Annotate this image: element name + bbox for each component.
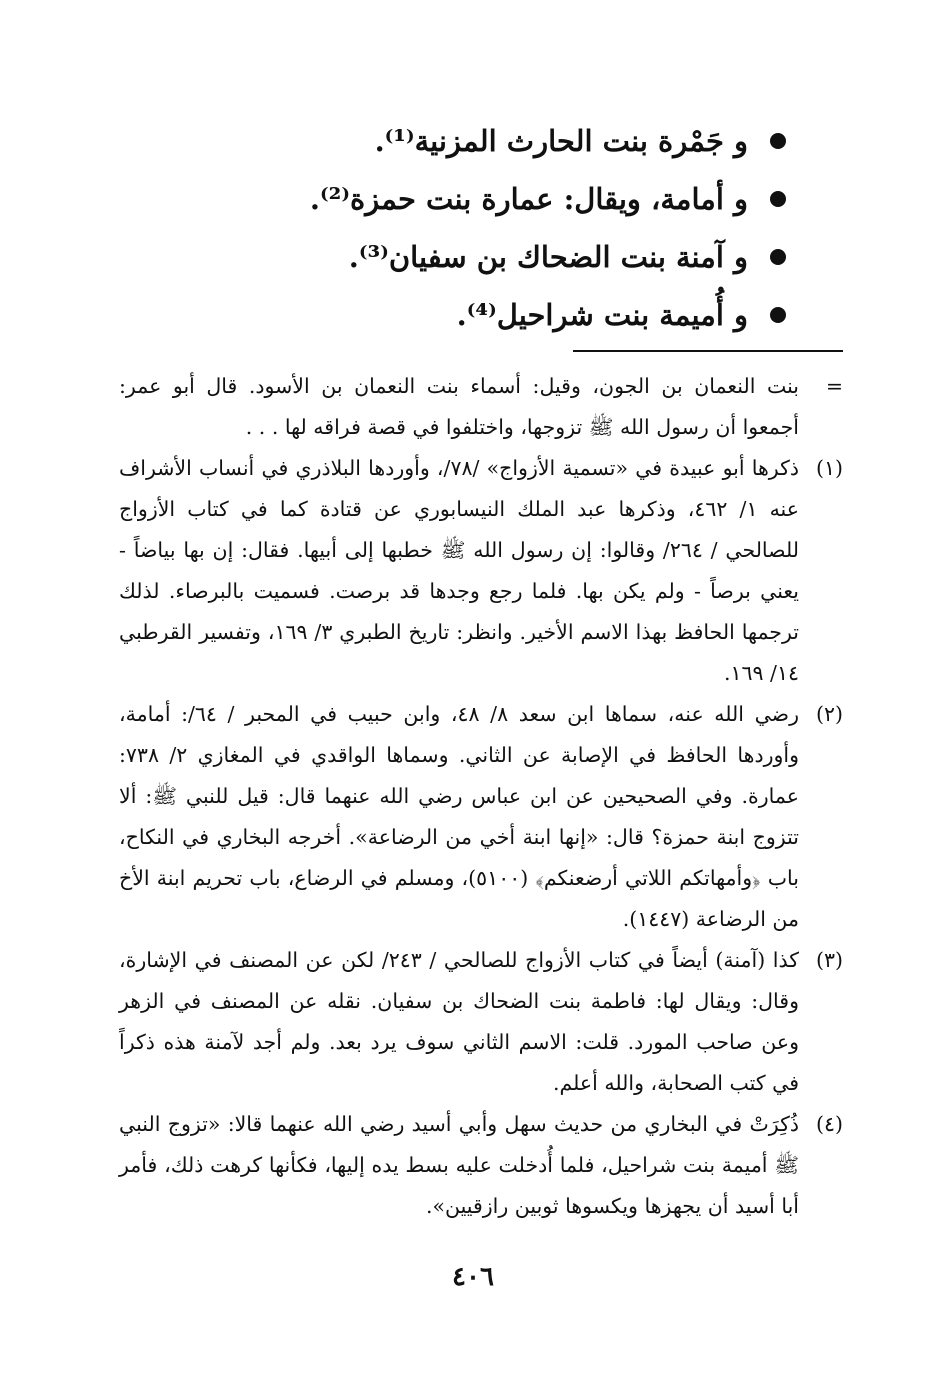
bullet-text: و آمنة بنت الضحاك بن سفيان⁽³⁾. — [348, 240, 748, 274]
bullet-dot-icon — [770, 249, 786, 265]
bullet-text: و جَمْرة بنت الحارث المزنية⁽¹⁾. — [374, 124, 748, 158]
bullet-item — [146, 170, 786, 228]
page-number: ٤٠٦ — [452, 1262, 494, 1292]
footnote-4 — [119, 1104, 843, 1227]
bullet-item — [146, 228, 786, 286]
footnote-text: رضي الله عنه، سماها ابن سعد ٨/ ٤٨، وابن حبيب في المحبر / ٦٤/: أمامة، وأوردها الحافظ في الإصابة عن الثاني. وسماها الواقدي في المغازي ٢/ ٧٣٨: عمارة. وفي الصحيحين عن ابن عباس رضي الله عنهما قال: قيل للنبي ﷺ: ألا تتزوج ابنة حمزة؟ قال: «إنها ابنة أخي من الرضاعة». أخرجه البخاري في النكاح، باب ﴿وأمهاتكم اللاتي أرضعنكم﴾ (٥١٠٠)، ومسلم في الرضاع، باب تحريم ابنة الأخ من الرضاعة (١٤٤٧). — [119, 702, 799, 931]
footnote-marker: (١) — [815, 456, 843, 480]
footnote-3 — [119, 940, 843, 1104]
footnotes-section — [119, 366, 843, 1227]
bullet-text: و أُميمة بنت شراحيل⁽⁴⁾. — [456, 298, 748, 332]
footnote-marker: (٢) — [815, 702, 843, 726]
footnote-continuation — [119, 366, 843, 448]
footnote-text: ذُكِرَتْ في البخاري من حديث سهل وأبي أسيد رضي الله عنهما قالا: «تزوج النبي ﷺ أميمة بنت شراحيل، فلما أُدخلت عليه بسط يده إليها، فكأنها كرهت ذلك، فأمر أبا أسيد أن يجهزها ويكسوها ثوبين رازقيين». — [119, 1112, 799, 1218]
footnote-1 — [119, 448, 843, 694]
footnote-2 — [119, 694, 843, 940]
footnote-marker: = — [825, 374, 843, 398]
bullet-item — [146, 286, 786, 344]
wives-bullet-list — [146, 112, 786, 344]
bullet-item — [146, 112, 786, 170]
bullet-text: و أمامة، ويقال: عمارة بنت حمزة⁽²⁾. — [309, 182, 748, 216]
footnote-divider — [573, 350, 843, 352]
footnote-marker: (٣) — [815, 948, 843, 972]
footnote-text: ذكرها أبو عبيدة في «تسمية الأزواج» /٧٨/، وأوردها البلاذري في أنساب الأشراف عنه ١/ ٤٦٢، وذكرها عبد الملك النيسابوري عن قتادة كما في كتاب الأزواج للصالحي / ٢٦٤/ وقالوا: إن رسول الله ﷺ خطبها إلى أبيها. فقال: إن بها بياضاً - يعني برصاً - ولم يكن بها. فلما رجع وجدها قد برصت. فسميت بالبرصاء. لذلك ترجمها الحافظ بهذا الاسم الأخير. وانظر: تاريخ الطبري ٣/ ١٦٩، وتفسير القرطبي ١٤/ ١٦٩. — [119, 456, 800, 685]
footnote-marker: (٤) — [815, 1112, 843, 1136]
bullet-dot-icon — [770, 191, 786, 207]
footnote-text: بنت النعمان بن الجون، وقيل: أسماء بنت النعمان بن الأسود. قال أبو عمر: أجمعوا أن رسول الله ﷺ تزوجها، واختلفوا في قصة فراقه لها . . . — [119, 374, 799, 439]
bullet-dot-icon — [770, 133, 786, 149]
bullet-dot-icon — [770, 307, 786, 323]
footnote-text: كذا (آمنة) أيضاً في كتاب الأزواج للصالحي / ٢٤٣/ لكن عن المصنف في الإشارة، وقال: ويقال لها: فاطمة بنت الضحاك بن سفيان. نقله عن المصنف في الزهر وعن صاحب المورد. قلت: الاسم الثاني سوف يرد بعد. ولم أجد لآمنة هذه ذكراً في كتب الصحابة، والله أعلم. — [119, 948, 799, 1095]
